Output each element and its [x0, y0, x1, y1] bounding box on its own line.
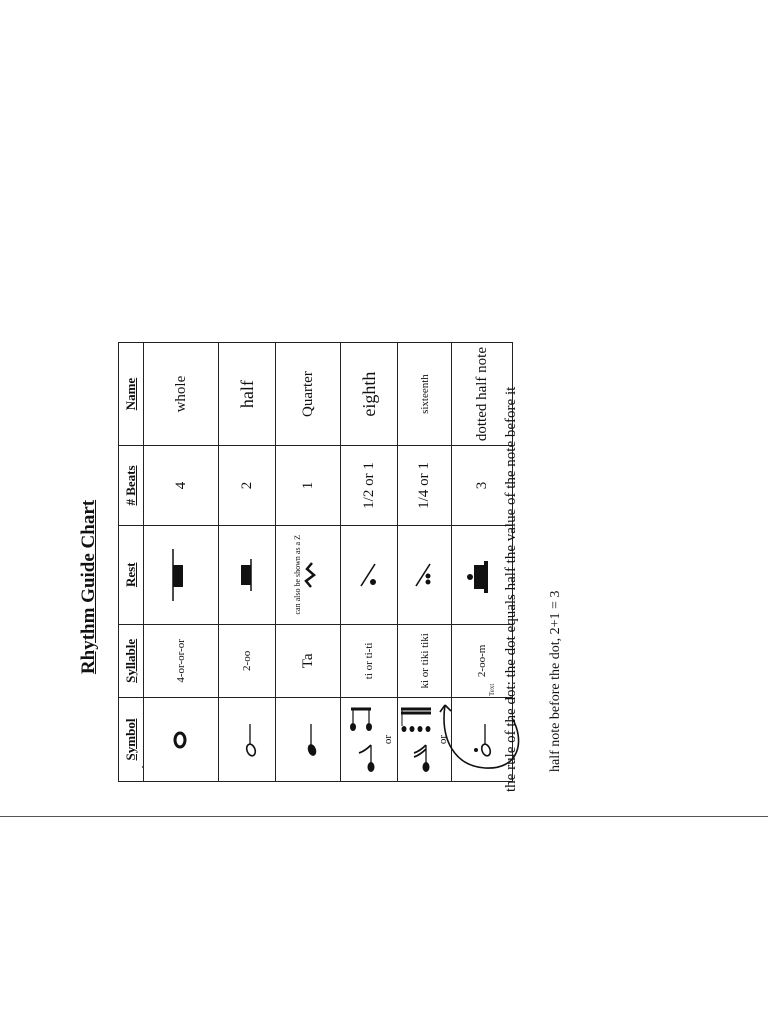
beats-cell: 4 [144, 446, 219, 526]
name-cell: whole [144, 343, 219, 446]
header-rest: Rest [119, 525, 144, 624]
chart-title: Rhythm Guide Chart [78, 499, 99, 675]
syllable-cell: 2-oo-m [452, 624, 513, 697]
beats-cell: 1 [276, 446, 341, 526]
beats-alt: or 1 [416, 462, 432, 486]
symbol-or-label: or [381, 734, 394, 745]
header-syllable: Syllable [119, 624, 144, 697]
syllable-cell: 2-oo [219, 624, 276, 697]
name-cell: half [219, 343, 276, 446]
stray-dot [142, 766, 144, 768]
beats-alt: or 1 [360, 462, 377, 486]
beats-value: 1/4 [416, 489, 432, 509]
note-line-1: the rule of the dot: the dot equals half the value of the note before it [503, 386, 519, 792]
header-name: Name [119, 343, 144, 446]
beats-cell: 3 [452, 446, 513, 526]
name-cell: Quarter [276, 343, 341, 446]
syllable-cell: Ta [276, 624, 341, 697]
syllable-cell: ki or tiki tiki [398, 624, 452, 697]
symbol-or-label: or [437, 734, 449, 745]
note-line-2: half note before the dot, 2+1 = 3 [548, 590, 563, 772]
beats-cell: 2 [219, 446, 276, 526]
page-divider [0, 816, 768, 817]
name-cell: dotted half note [452, 343, 513, 446]
header-beats: # Beats [119, 446, 144, 526]
rest-note: can also be shown as a Z [293, 535, 302, 615]
text-mark: Text [488, 683, 496, 696]
syllable-cell: ti or ti-ti [341, 624, 398, 697]
header-symbol: Symbol [119, 698, 144, 782]
name-cell: sixteenth [398, 343, 452, 446]
syllable-cell: 4-or-or-or [144, 624, 219, 697]
name-cell: eighth [341, 343, 398, 446]
beats-value: 1/2 [360, 489, 377, 509]
